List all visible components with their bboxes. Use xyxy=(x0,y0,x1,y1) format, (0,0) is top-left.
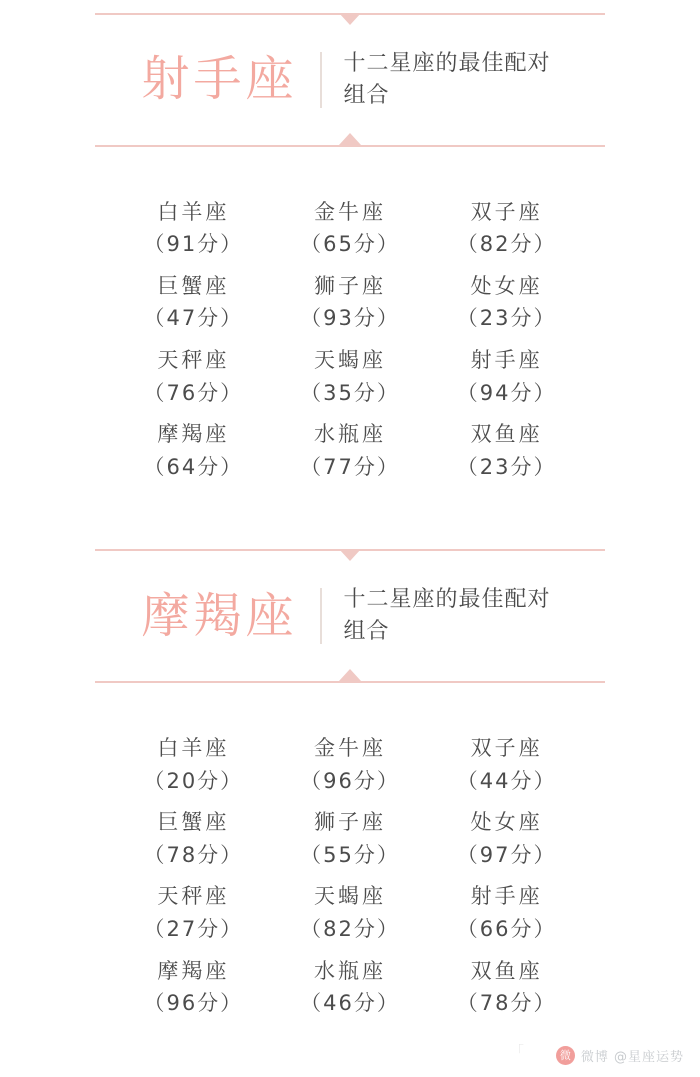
zodiac-section-2 xyxy=(0,536,700,1030)
watermark-text: 微博 @星座运势 xyxy=(580,1050,684,1065)
title-block-2 xyxy=(0,562,700,668)
match-cell xyxy=(272,196,429,262)
match-score: （91分） xyxy=(143,232,244,257)
match-score: （82分） xyxy=(300,916,400,941)
match-cell xyxy=(272,955,429,1021)
title-block-1 xyxy=(0,26,700,132)
match-score: （23分） xyxy=(456,306,557,331)
match-score: （82分） xyxy=(456,232,557,257)
chevron-up-icon xyxy=(339,669,361,681)
title-separator xyxy=(320,588,322,644)
match-cell xyxy=(428,418,585,484)
corner-mark-icon: 「 xyxy=(509,1044,524,1060)
match-cell xyxy=(272,806,429,872)
match-score: （65分） xyxy=(300,232,400,257)
weibo-logo-icon: 微 xyxy=(556,1046,575,1065)
match-score: （78分） xyxy=(143,842,244,867)
match-sign-name: 双子座 xyxy=(470,199,543,224)
match-score: （96分） xyxy=(143,991,244,1016)
match-cell xyxy=(428,270,585,336)
match-score: （47分） xyxy=(143,306,244,331)
match-score: （27分） xyxy=(143,916,244,941)
match-sign-name: 摩羯座 xyxy=(157,422,230,447)
match-cell xyxy=(272,344,429,410)
divider-bottom-1 xyxy=(0,132,700,158)
match-cell xyxy=(272,880,429,946)
match-score: （94分） xyxy=(456,380,557,405)
match-sign-name: 双子座 xyxy=(470,736,543,761)
chevron-down-icon xyxy=(339,13,361,25)
match-score: （78分） xyxy=(456,991,557,1016)
match-cell xyxy=(272,270,429,336)
sign-subtitle: 十二星座的最佳配对组合 xyxy=(343,51,551,108)
match-cell xyxy=(115,880,272,946)
match-score: （66分） xyxy=(456,916,557,941)
match-sign-name: 处女座 xyxy=(470,273,543,298)
match-grid-2 xyxy=(115,694,585,1021)
match-cell xyxy=(428,880,585,946)
match-score: （93分） xyxy=(300,306,400,331)
match-cell xyxy=(272,732,429,798)
match-sign-name: 天蝎座 xyxy=(313,348,386,373)
watermark xyxy=(509,1044,684,1065)
chevron-down-icon xyxy=(339,549,361,561)
match-sign-name: 狮子座 xyxy=(313,810,386,835)
match-cell xyxy=(428,806,585,872)
match-sign-name: 摩羯座 xyxy=(157,958,230,983)
divider-bottom-2 xyxy=(0,668,700,694)
match-sign-name: 狮子座 xyxy=(313,273,386,298)
divider-top-2 xyxy=(0,536,700,562)
match-sign-name: 处女座 xyxy=(470,810,543,835)
match-cell xyxy=(428,344,585,410)
match-sign-name: 天秤座 xyxy=(157,884,230,909)
match-cell xyxy=(272,418,429,484)
match-cell xyxy=(428,732,585,798)
match-sign-name: 水瓶座 xyxy=(313,422,386,447)
match-score: （76分） xyxy=(143,380,244,405)
match-sign-name: 巨蟹座 xyxy=(157,810,230,835)
match-sign-name: 双鱼座 xyxy=(470,422,543,447)
match-sign-name: 双鱼座 xyxy=(470,958,543,983)
match-sign-name: 天蝎座 xyxy=(313,884,386,909)
sign-title: 摩羯座 xyxy=(141,587,298,644)
match-sign-name: 金牛座 xyxy=(313,199,386,224)
match-cell xyxy=(115,418,272,484)
match-score: （64分） xyxy=(143,454,244,479)
match-cell xyxy=(115,344,272,410)
match-sign-name: 金牛座 xyxy=(313,736,386,761)
sign-subtitle: 十二星座的最佳配对组合 xyxy=(343,587,551,645)
match-cell xyxy=(115,270,272,336)
zodiac-section-1 xyxy=(0,0,700,536)
match-cell xyxy=(428,196,585,262)
divider-rule xyxy=(95,681,605,683)
match-score: （97分） xyxy=(456,842,557,867)
match-score: （35分） xyxy=(300,380,400,405)
match-sign-name: 天秤座 xyxy=(157,348,230,373)
match-score: （46分） xyxy=(300,991,400,1016)
match-sign-name: 水瓶座 xyxy=(313,958,386,983)
title-separator xyxy=(320,52,322,108)
match-cell xyxy=(115,955,272,1021)
match-score: （55分） xyxy=(300,842,400,867)
match-sign-name: 射手座 xyxy=(470,348,543,373)
match-cell xyxy=(115,732,272,798)
match-score: （44分） xyxy=(456,768,557,793)
match-cell xyxy=(115,806,272,872)
match-score: （77分） xyxy=(300,454,400,479)
divider-top-1 xyxy=(0,0,700,26)
divider-rule xyxy=(95,145,605,147)
match-grid-1 xyxy=(115,158,585,485)
match-sign-name: 白羊座 xyxy=(157,736,230,761)
match-score: （20分） xyxy=(143,768,244,793)
match-score: （23分） xyxy=(456,454,557,479)
match-sign-name: 白羊座 xyxy=(157,199,230,224)
chevron-up-icon xyxy=(339,133,361,145)
match-score: （96分） xyxy=(300,768,400,793)
sign-title: 射手座 xyxy=(141,51,298,108)
match-cell xyxy=(428,955,585,1021)
match-sign-name: 射手座 xyxy=(470,884,543,909)
match-cell xyxy=(115,196,272,262)
match-sign-name: 巨蟹座 xyxy=(157,273,230,298)
